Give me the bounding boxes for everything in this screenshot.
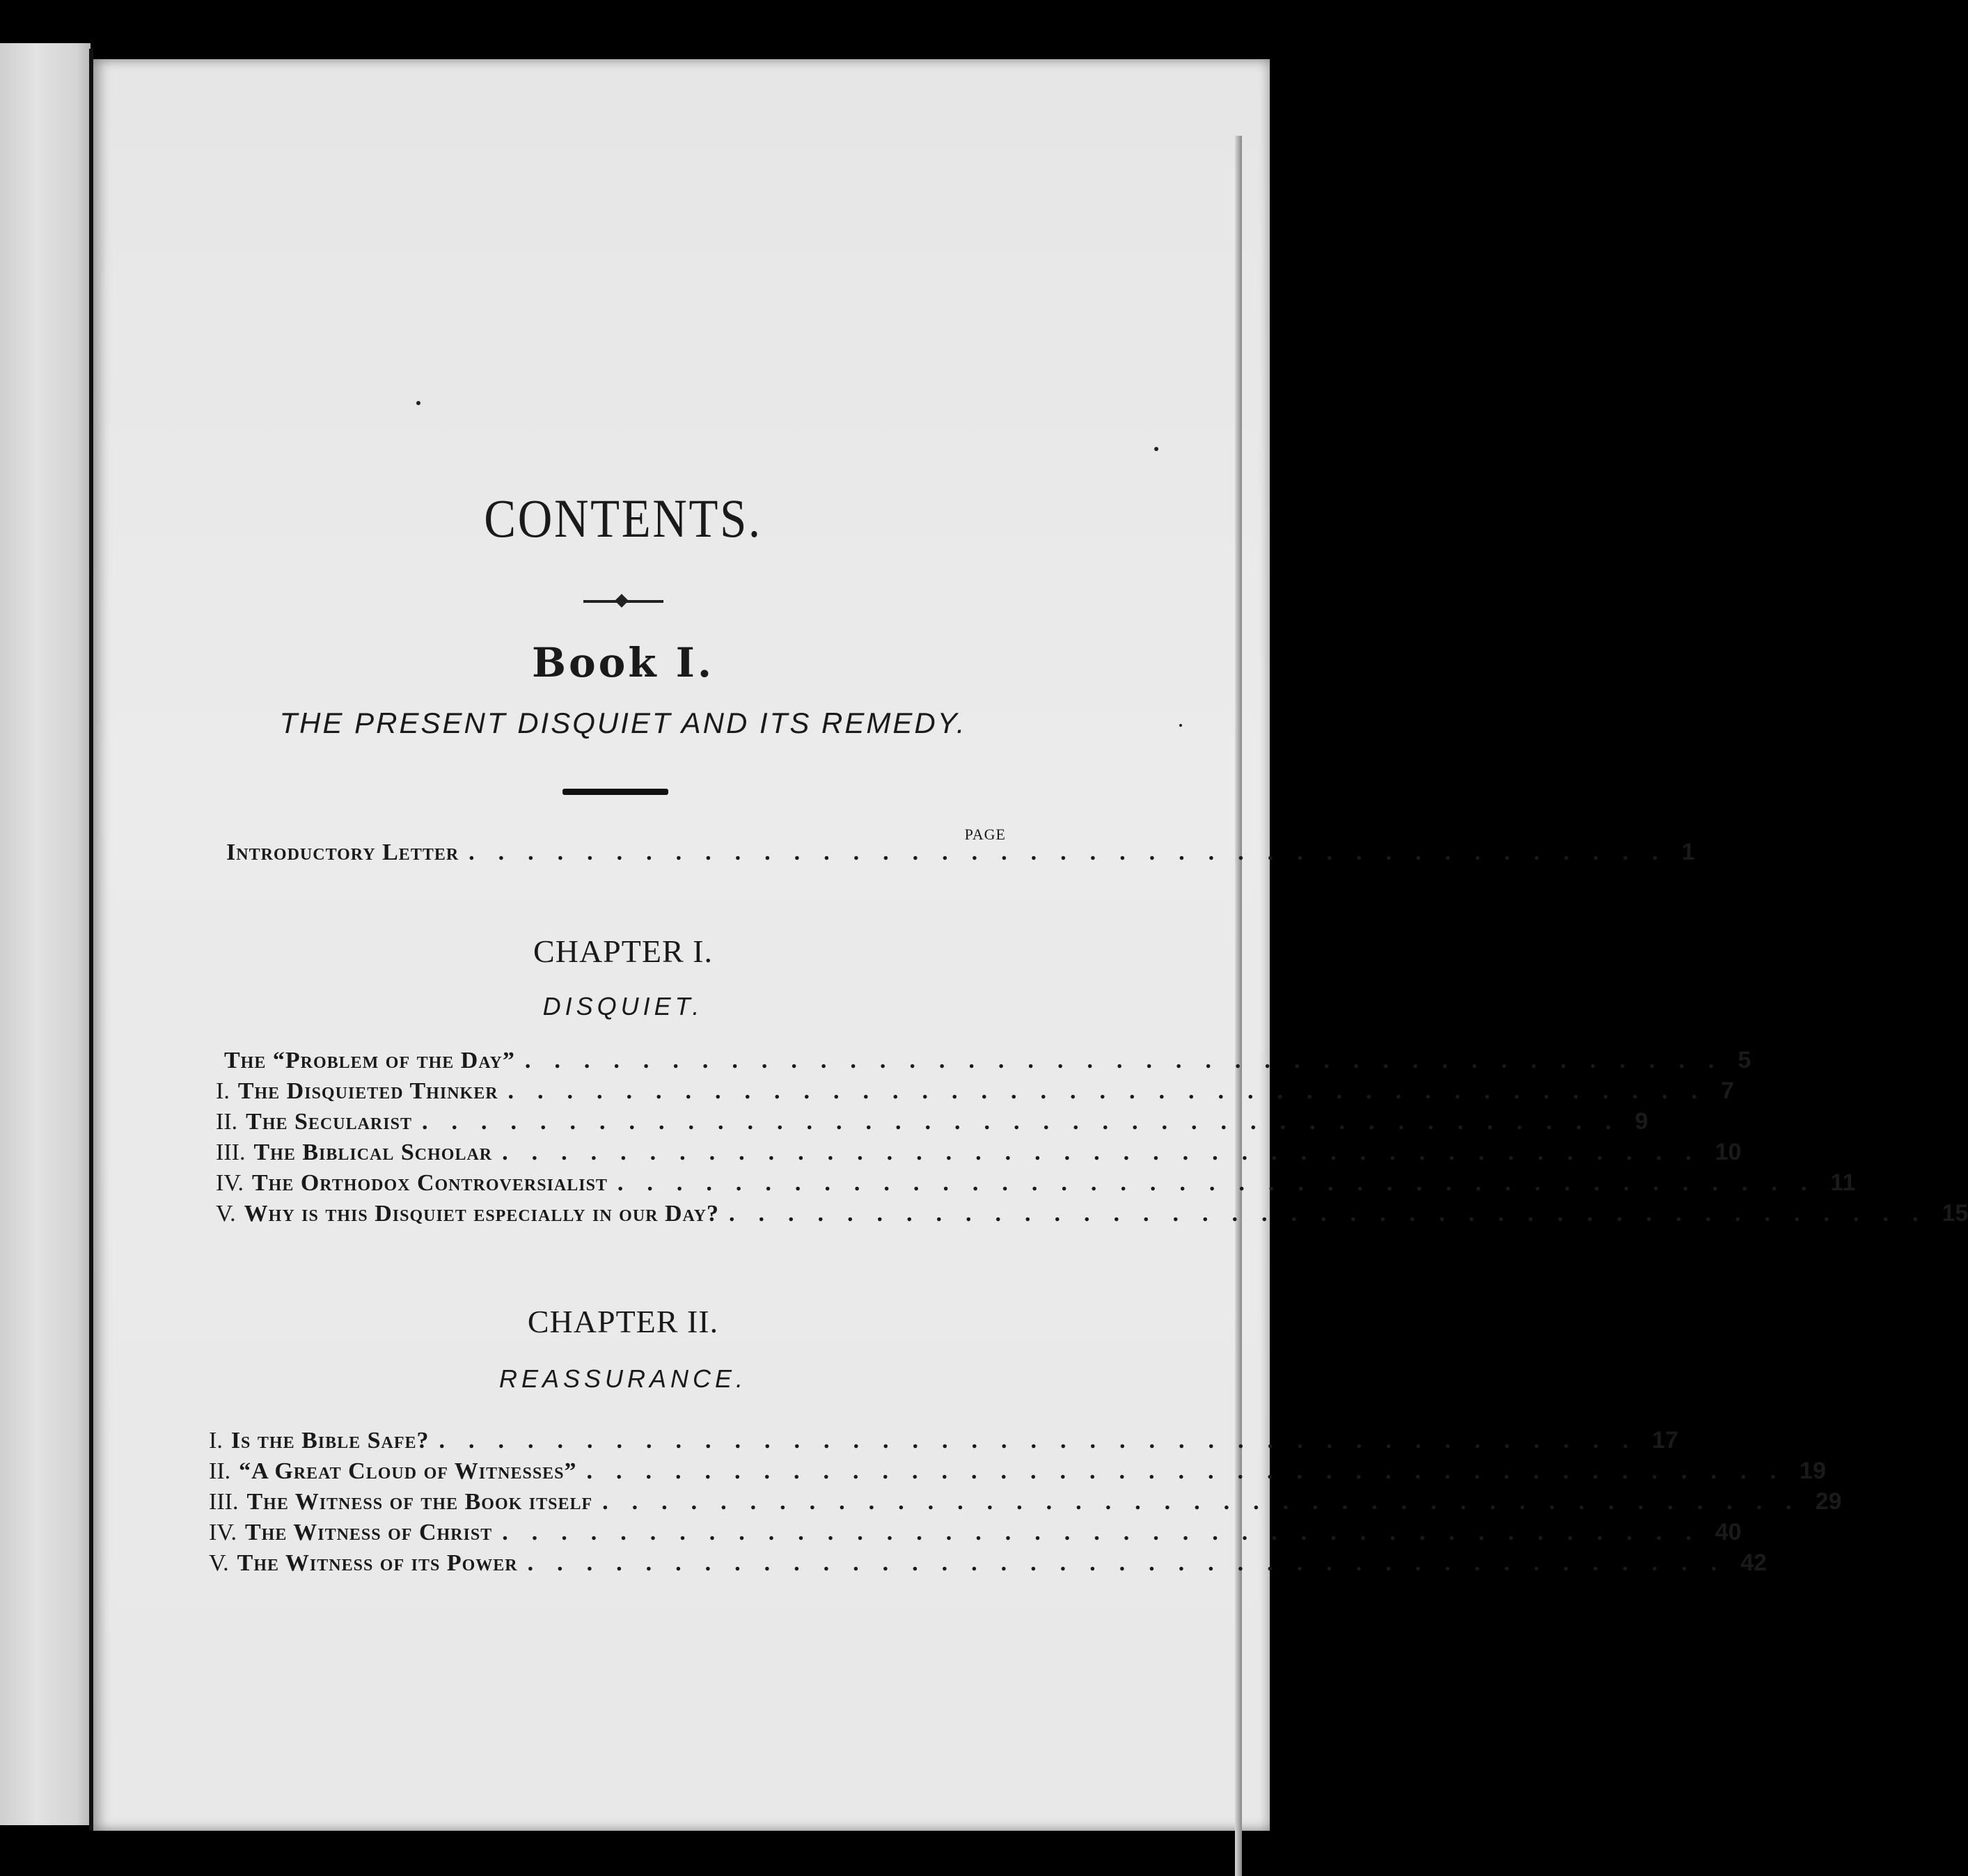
toc-entry-title: The Orthodox Controversialist <box>252 1170 608 1196</box>
toc-entry-number: IV. <box>216 1170 244 1196</box>
toc-entry-page: 5 <box>1738 1047 1751 1073</box>
toc-entry-title: Introductory Letter <box>226 840 459 865</box>
toc-entry-number: V. <box>216 1201 236 1227</box>
chapter-subtitle: REASSURANCE. <box>498 1364 748 1393</box>
toc-entry[interactable] <box>209 1519 1742 1550</box>
toc-entry-number: IV. <box>209 1520 237 1545</box>
page-column-label: PAGE <box>964 826 1006 843</box>
toc-entry-title: “A Great Cloud of Witnesses” <box>239 1458 577 1484</box>
dot-leader: ......................................... <box>602 1489 1816 1515</box>
ornament-divider <box>583 600 663 603</box>
toc-entry[interactable] <box>209 1488 1842 1519</box>
print-speck <box>1154 447 1158 451</box>
toc-entry-title: The Witness of Christ <box>245 1520 493 1545</box>
chapter-subtitle: DISQUIET. <box>542 992 704 1020</box>
toc-entry[interactable] <box>216 1108 1648 1139</box>
toc-entry-number: III. <box>209 1489 239 1515</box>
toc-entry-number: I. <box>209 1428 223 1453</box>
toc-entry[interactable] <box>216 1078 1734 1108</box>
toc-entry[interactable] <box>209 1458 1826 1488</box>
toc-entry[interactable] <box>209 1427 1678 1458</box>
toc-entry-title: The Secularist <box>246 1109 412 1135</box>
toc-entry-page: 19 <box>1800 1458 1826 1484</box>
dot-leader: ......................................... <box>729 1201 1942 1227</box>
toc-entry-page: 10 <box>1715 1139 1742 1165</box>
toc-entry-number: V. <box>209 1550 229 1576</box>
toc-entry[interactable] <box>209 1550 1767 1580</box>
toc-entry-number: III. <box>216 1140 246 1165</box>
toc-entry-page: 9 <box>1635 1108 1648 1135</box>
chapter-heading: CHAPTER II. <box>527 1304 719 1339</box>
toc-entry-number: II. <box>216 1109 238 1135</box>
chapter-heading: CHAPTER I. <box>533 933 713 969</box>
dot-leader: ......................................... <box>527 1550 1741 1576</box>
toc-entry-page: 42 <box>1740 1550 1767 1576</box>
book-heading: Book I. <box>531 639 715 686</box>
toc-entry-number: II. <box>209 1458 231 1484</box>
print-speck <box>416 401 420 405</box>
dot-leader: ......................................... <box>586 1458 1800 1484</box>
toc-entry[interactable] <box>216 1200 1968 1231</box>
toc-entry-title: The Biblical Scholar <box>253 1140 493 1165</box>
toc-entry-title: The “Problem of the Day” <box>224 1048 515 1073</box>
section-rule <box>562 789 668 795</box>
dot-leader: ......................................... <box>502 1140 1715 1165</box>
dot-leader: ......................................... <box>421 1109 1635 1135</box>
toc-entry-title: The Witness of the Book itself <box>246 1489 593 1515</box>
toc-entry[interactable] <box>216 1139 1742 1169</box>
dot-leader: ......................................... <box>502 1520 1715 1545</box>
dot-leader: ......................................... <box>524 1048 1738 1073</box>
dot-leader: ......................................... <box>507 1078 1722 1104</box>
toc-entry-title: The Witness of its Power <box>237 1550 518 1576</box>
toc-entry[interactable] <box>216 1169 1856 1200</box>
contents-title: CONTENTS. <box>484 488 762 549</box>
toc-entry-title: Is the Bible Safe? <box>230 1428 430 1453</box>
dot-leader: ......................................... <box>439 1428 1653 1453</box>
toc-entry-page: 7 <box>1721 1078 1734 1104</box>
toc-entry-number: I. <box>216 1078 230 1104</box>
toc-entry-page: 11 <box>1830 1169 1856 1196</box>
toc-entry-title: The Disquieted Thinker <box>237 1078 498 1104</box>
toc-entry-page: 40 <box>1715 1519 1742 1545</box>
toc-entry-page: 29 <box>1815 1488 1842 1515</box>
toc-entry-page: 15 <box>1942 1200 1968 1227</box>
toc-entry-intro[interactable] <box>226 839 1695 869</box>
toc-entry-page: 17 <box>1652 1427 1678 1453</box>
toc-entry-title: Why is this Disquiet especially in our Day? <box>244 1201 720 1227</box>
dot-leader: ......................................... <box>617 1170 1831 1196</box>
toc-entry[interactable] <box>216 1047 1751 1078</box>
dot-leader: ......................................... <box>469 840 1682 865</box>
book-subtitle: THE PRESENT DISQUIET AND ITS REMEDY. <box>279 707 967 739</box>
toc-entry-page: 1 <box>1681 839 1695 865</box>
